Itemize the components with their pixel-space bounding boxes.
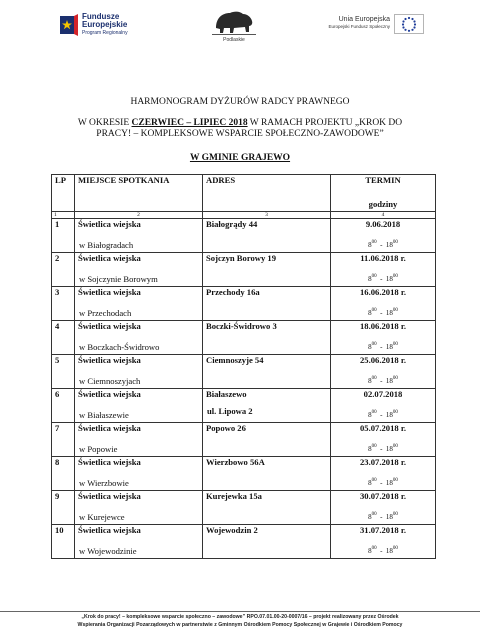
hours-from-minutes: 00 (371, 444, 377, 449)
hours-from-minutes: 00 (371, 376, 377, 381)
hours-separator: - (380, 411, 383, 419)
hours-from: 8 (368, 241, 372, 249)
row-hours (331, 241, 435, 249)
row-date: 31.07.2018 r. (360, 525, 406, 535)
header-hours-label: godziny (368, 199, 398, 209)
row-address-line1: Ciemnoszyje 54 (206, 355, 264, 365)
unia-europejska-logo (320, 14, 426, 38)
row-address-line1: Sojczyn Borowy 19 (206, 253, 277, 263)
row-hours (331, 309, 435, 317)
schedule-rows (52, 219, 436, 559)
logo-bar (0, 0, 480, 58)
hours-to: 18 (385, 275, 393, 283)
hours-to-minutes: 00 (392, 240, 398, 245)
row-hours (331, 411, 435, 419)
hours-from: 8 (368, 547, 372, 555)
document-subtitle (60, 118, 420, 141)
row-address (203, 491, 331, 525)
hours-from-minutes: 00 (371, 512, 377, 517)
header-term (331, 175, 436, 212)
hours-separator: - (380, 445, 383, 453)
row-lp: 1 (52, 219, 75, 253)
row-place (75, 253, 203, 287)
table-row (52, 355, 436, 389)
row-place (75, 525, 203, 559)
row-place-location: w Białogradach (79, 240, 134, 250)
schedule-table (51, 174, 436, 559)
fe-line2: Europejskie (82, 20, 128, 30)
row-term (331, 321, 436, 355)
hours-from: 8 (368, 377, 372, 385)
row-hours (331, 479, 435, 487)
row-lp: 6 (52, 389, 75, 423)
row-place-name: Świetlica wiejska (78, 321, 141, 331)
row-address (203, 457, 331, 491)
row-term (331, 253, 436, 287)
hours-separator: - (380, 241, 383, 249)
row-lp: 10 (52, 525, 75, 559)
row-place-location: w Ciemnoszyjach (79, 376, 141, 386)
podlaskie-logo (210, 8, 258, 48)
hours-to: 18 (385, 241, 393, 249)
hours-separator: - (380, 513, 383, 521)
row-place-name: Świetlica wiejska (78, 253, 141, 263)
column-numbers-row (52, 212, 436, 219)
hours-to-minutes: 00 (392, 274, 398, 279)
row-address-line1: Białaszewo (206, 389, 247, 399)
hours-from: 8 (368, 411, 372, 419)
row-place (75, 321, 203, 355)
header-lp: LP (52, 175, 75, 212)
row-place-location: w Boczkach-Świdrowo (79, 342, 160, 352)
table-row (52, 287, 436, 321)
row-hours (331, 377, 435, 385)
hours-separator: - (380, 377, 383, 385)
hours-to: 18 (385, 343, 393, 351)
fe-text (82, 13, 128, 36)
hours-from-minutes: 00 (371, 342, 377, 347)
bison-icon (212, 8, 256, 36)
row-address-line1: Białogrądy 44 (206, 219, 258, 229)
footer-divider (0, 611, 480, 612)
hours-from: 8 (368, 513, 372, 521)
fe-line3: Program Regionalny (82, 29, 128, 36)
table-row (52, 389, 436, 423)
row-place (75, 491, 203, 525)
row-hours (331, 445, 435, 453)
hours-to: 18 (385, 377, 393, 385)
fe-star-icon (60, 14, 78, 38)
hours-from: 8 (368, 445, 372, 453)
subtitle-suffix: W RAMACH PROJEKTU „KROK DO PRACY! – KOMPLEKSOWE WSPARCIE SPOŁECZNO-ZAWODOWE” (96, 118, 403, 140)
hours-separator: - (380, 547, 383, 555)
table-row (52, 525, 436, 559)
hours-to: 18 (385, 479, 393, 487)
hours-from: 8 (368, 309, 372, 317)
row-hours (331, 343, 435, 351)
hours-to-minutes: 00 (392, 478, 398, 483)
row-place-location: w Kurejewce (79, 512, 125, 522)
row-term (331, 389, 436, 423)
row-address-line1: Przechody 16a (206, 287, 260, 297)
row-lp: 9 (52, 491, 75, 525)
row-date: 16.06.2018 r. (360, 287, 406, 297)
row-term (331, 457, 436, 491)
header-place: MIEJSCE SPOTKANIA (75, 175, 203, 212)
header-address: ADRES (203, 175, 331, 212)
row-place-location: w Wierzbowie (79, 478, 129, 488)
row-date: 9.06.2018 (365, 219, 401, 229)
row-lp: 2 (52, 253, 75, 287)
hours-to-minutes: 00 (392, 546, 398, 551)
row-address-line1: Kurejewka 15a (206, 491, 262, 501)
ue-line1: Unia Europejska (338, 16, 390, 23)
hours-to-minutes: 00 (392, 512, 398, 517)
row-place (75, 457, 203, 491)
row-address (203, 253, 331, 287)
row-address (203, 355, 331, 389)
table-row (52, 219, 436, 253)
subtitle-period: CZERWIEC – LIPIEC 2018 (131, 118, 248, 128)
header-term-label: TERMIN (365, 175, 401, 185)
hours-to-minutes: 00 (392, 342, 398, 347)
table-row (52, 253, 436, 287)
row-lp: 5 (52, 355, 75, 389)
row-address (203, 219, 331, 253)
municipality-heading: W GMINIE GRAJEWO (189, 153, 291, 163)
row-place-location: w Przechodach (79, 308, 132, 318)
hours-to-minutes: 00 (392, 376, 398, 381)
row-hours (331, 547, 435, 555)
row-place-location: w Białaszewie (79, 410, 129, 420)
hours-to-minutes: 00 (392, 444, 398, 449)
row-place (75, 423, 203, 457)
document-title: HARMONOGRAM DYŻURÓW RADCY PRAWNEGO (130, 97, 350, 107)
footer-line2: Wspierania Organizacji Pozarządowych w partnerstwie z Gminnym Ośrodkiem Pomocy Społecznej w Grajewie i Ośrodkiem Pomocy (77, 621, 403, 628)
row-place (75, 287, 203, 321)
row-place-name: Świetlica wiejska (78, 491, 141, 501)
row-address (203, 389, 331, 423)
hours-to-minutes: 00 (392, 410, 398, 415)
table-header-row (52, 175, 436, 212)
row-term (331, 423, 436, 457)
row-date: 18.06.2018 r. (360, 321, 406, 331)
row-place-name: Świetlica wiejska (78, 389, 141, 399)
hours-from-minutes: 00 (371, 274, 377, 279)
row-hours (331, 275, 435, 283)
row-address-line1: Boczki-Świdrowo 3 (206, 321, 277, 331)
row-place (75, 219, 203, 253)
row-address (203, 321, 331, 355)
hours-separator: - (380, 343, 383, 351)
hours-to-minutes: 00 (392, 308, 398, 313)
hours-separator: - (380, 309, 383, 317)
row-address (203, 525, 331, 559)
table-row (52, 457, 436, 491)
row-lp: 4 (52, 321, 75, 355)
row-date: 11.06.2018 r. (360, 253, 406, 263)
fe-line1: Fundusze (82, 12, 120, 21)
subtitle-prefix: W OKRESIE (77, 118, 132, 128)
row-place-name: Świetlica wiejska (78, 525, 141, 535)
hours-to: 18 (385, 547, 393, 555)
row-hours (331, 513, 435, 521)
hours-to: 18 (385, 513, 393, 521)
row-place-location: w Popowie (79, 444, 118, 454)
hours-from: 8 (368, 275, 372, 283)
hours-separator: - (380, 479, 383, 487)
row-lp: 3 (52, 287, 75, 321)
table-row (52, 423, 436, 457)
hours-to: 18 (385, 411, 393, 419)
fundusze-europejskie-logo (60, 12, 148, 42)
row-date: 30.07.2018 r. (360, 491, 406, 501)
row-address-line2: ul. Lipowa 2 (207, 406, 253, 416)
row-term (331, 491, 436, 525)
footer-line1: „Krok do pracy! – kompleksowe wsparcie społeczno – zawodowe” RPO.07.01.00-20-0007/16 – projekt realizowany przez Ośrodek (81, 614, 399, 620)
row-place (75, 389, 203, 423)
hours-from: 8 (368, 343, 372, 351)
hours-from-minutes: 00 (371, 546, 377, 551)
hours-to: 18 (385, 445, 393, 453)
row-place-location: w Wojewodzinie (79, 546, 137, 556)
row-date: 23.07.2018 r. (360, 457, 406, 467)
row-address-line1: Wojewodzin 2 (206, 525, 258, 535)
table-row (52, 321, 436, 355)
hours-from-minutes: 00 (371, 478, 377, 483)
column-number: 3 (203, 212, 331, 219)
row-date: 02.07.2018 (363, 389, 403, 399)
row-place-name: Świetlica wiejska (78, 287, 141, 297)
row-address-line1: Popowo 26 (206, 423, 246, 433)
column-number: 1 (52, 212, 75, 219)
row-place-name: Świetlica wiejska (78, 457, 141, 467)
column-number: 4 (331, 212, 436, 219)
podlaskie-label: Podlaskie (223, 37, 245, 43)
hours-from: 8 (368, 479, 372, 487)
footer (30, 614, 450, 629)
row-place-name: Świetlica wiejska (78, 423, 141, 433)
row-place-location: w Sojczynie Borowym (79, 274, 158, 284)
hours-from-minutes: 00 (371, 308, 377, 313)
row-date: 05.07.2018 r. (360, 423, 406, 433)
row-term (331, 525, 436, 559)
table-row (52, 491, 436, 525)
row-place-name: Świetlica wiejska (78, 219, 141, 229)
row-term (331, 287, 436, 321)
row-place-name: Świetlica wiejska (78, 355, 141, 365)
hours-from-minutes: 00 (371, 410, 377, 415)
row-place (75, 355, 203, 389)
hours-to: 18 (385, 309, 393, 317)
row-address (203, 287, 331, 321)
row-date: 25.06.2018 r. (360, 355, 406, 365)
row-term (331, 355, 436, 389)
row-address (203, 423, 331, 457)
row-lp: 7 (52, 423, 75, 457)
hours-from-minutes: 00 (371, 240, 377, 245)
row-term (331, 219, 436, 253)
hours-separator: - (380, 275, 383, 283)
column-number: 2 (75, 212, 203, 219)
row-address-line1: Wierzbowo 56A (206, 457, 265, 467)
ue-text (320, 16, 390, 30)
eu-flag-icon (394, 14, 424, 34)
ue-line2: Europejski Fundusz Społeczny (328, 23, 390, 29)
row-lp: 8 (52, 457, 75, 491)
